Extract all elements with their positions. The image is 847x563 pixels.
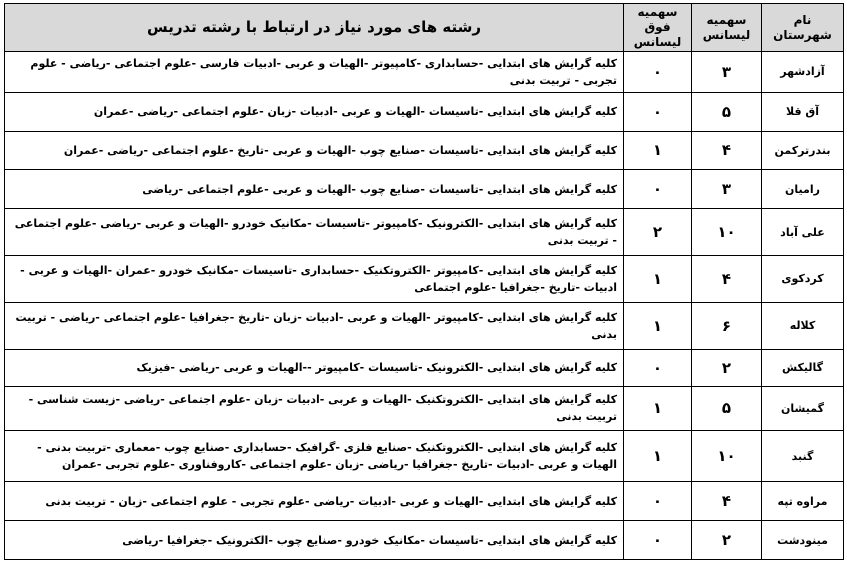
- table-row: [5, 302, 844, 349]
- quota-table-container: [4, 3, 843, 560]
- required-fields-cell: کلیه گرایش های ابتدایی -الکتروتکنیک -صنایع فلزی -گرافیک -حسابداری -صنایع چوب -معماری -تربیت بدنی - الهیات و عربی -ادبیات -تاریخ -جغرافیا -ریاضی -زبان -علوم اجتماعی -کاروفناوری -علوم تجربی -عمران: [5, 431, 624, 482]
- table-row: [5, 131, 844, 170]
- bachelor-quota-cell: ۴: [692, 255, 762, 302]
- required-fields-cell: کلیه گرایش های ابتدایی -کامپیوتر -الکتروتکنیک -حسابداری -تاسیسات -مکانیک خودرو -عمران -الهیات و عربی - ادبیات -تاریخ -جغرافیا -علوم اجتماعی: [5, 255, 624, 302]
- table-row: [5, 521, 844, 560]
- header-master-line2: فوق لیسانس: [633, 20, 682, 49]
- bachelor-quota-cell: ۵: [692, 386, 762, 431]
- required-fields-cell: کلیه گرایش های ابتدایی -الکترونیک -کامپیوتر -تاسیسات -مکانیک خودرو -الهیات و عربی -ریاضی -علوم اجتماعی - تربیت بدنی: [5, 209, 624, 256]
- required-fields-cell: کلیه گرایش های ابتدایی -الهیات و عربی -ادبیات -ریاضی -علوم تجربی - علوم اجتماعی -زبان - تربیت بدنی: [5, 482, 624, 521]
- master-quota-cell: ۰: [624, 92, 692, 131]
- bachelor-quota-cell: ۱۰: [692, 431, 762, 482]
- quota-table: [4, 3, 844, 560]
- table-row: [5, 92, 844, 131]
- master-quota-cell: ۰: [624, 349, 692, 386]
- required-fields-cell: کلیه گرایش های ابتدایی -تاسیسات -مکانیک خودرو -صنایع چوب -الکترونیک -جغرافیا -ریاضی: [5, 521, 624, 560]
- required-fields-cell: کلیه گرایش های ابتدایی -کامپیوتر -الهیات و عربی -ادبیات -زبان -تاریخ -جغرافیا -علوم اجتماعی -ریاضی - تربیت بدنی: [5, 302, 624, 349]
- required-fields-cell: کلیه گرایش های ابتدایی -تاسیسات -صنایع چوب -الهیات و عربی -تاریخ -علوم اجتماعی -ریاضی -عمران: [5, 131, 624, 170]
- header-row: [5, 4, 844, 52]
- bachelor-quota-cell: ۲: [692, 521, 762, 560]
- table-row: [5, 170, 844, 209]
- bachelor-quota-cell: ۳: [692, 170, 762, 209]
- header-required-fields: رشته های مورد نیاز در ارتباط با رشته تدریس: [5, 4, 624, 52]
- city-cell: آزادشهر: [762, 52, 844, 93]
- table-body: [5, 52, 844, 560]
- bachelor-quota-cell: ۱۰: [692, 209, 762, 256]
- table-row: [5, 209, 844, 256]
- city-cell: رامیان: [762, 170, 844, 209]
- bachelor-quota-cell: ۲: [692, 349, 762, 386]
- table-row: [5, 349, 844, 386]
- bachelor-quota-cell: ۴: [692, 131, 762, 170]
- bachelor-quota-cell: ۴: [692, 482, 762, 521]
- city-cell: مراوه تپه: [762, 482, 844, 521]
- master-quota-cell: ۱: [624, 431, 692, 482]
- header-bachelor-line2: لیسانس: [702, 27, 751, 42]
- city-cell: گالیکش: [762, 349, 844, 386]
- header-bachelor-quota: [692, 4, 762, 52]
- master-quota-cell: ۱: [624, 386, 692, 431]
- required-fields-cell: کلیه گرایش های ابتدایی -تاسیسات -صنایع چوب -الهیات و عربی -علوم اجتماعی -ریاضی: [5, 170, 624, 209]
- city-cell: آق قلا: [762, 92, 844, 131]
- required-fields-cell: کلیه گرایش های ابتدایی -الکترونیک -تاسیسات -کامپیوتر --الهیات و عربی -ریاضی -فیزیک: [5, 349, 624, 386]
- table-row: [5, 52, 844, 93]
- bachelor-quota-cell: ۵: [692, 92, 762, 131]
- master-quota-cell: ۲: [624, 209, 692, 256]
- master-quota-cell: ۰: [624, 521, 692, 560]
- required-fields-cell: کلیه گرایش های ابتدایی -تاسیسات -الهیات و عربی -ادبیات -زبان -علوم اجتماعی -ریاضی -عمران: [5, 92, 624, 131]
- header-city: نام شهرستان: [762, 4, 844, 52]
- city-cell: گمیشان: [762, 386, 844, 431]
- master-quota-cell: ۱: [624, 255, 692, 302]
- bachelor-quota-cell: ۶: [692, 302, 762, 349]
- master-quota-cell: ۰: [624, 52, 692, 93]
- required-fields-cell: کلیه گرایش های ابتدایی -الکتروتکنیک -الهیات و عربی -ادبیات -زبان -علوم اجتماعی -ریاضی -زیست شناسی - تربیت بدنی: [5, 386, 624, 431]
- city-cell: علی آباد: [762, 209, 844, 256]
- header-master-quota: [624, 4, 692, 52]
- bachelor-quota-cell: ۳: [692, 52, 762, 93]
- table-row: [5, 255, 844, 302]
- master-quota-cell: ۱: [624, 131, 692, 170]
- header-master-line1: سهمیه: [637, 5, 678, 19]
- city-cell: بندرترکمن: [762, 131, 844, 170]
- required-fields-cell: کلیه گرایش های ابتدایی -حسابداری -کامپیوتر -الهیات و عربی -ادبیات فارسی -علوم اجتماعی -ریاضی - علوم تجربی - تربیت بدنی: [5, 52, 624, 93]
- table-row: [5, 482, 844, 521]
- table-row: [5, 386, 844, 431]
- city-cell: گنبد: [762, 431, 844, 482]
- table-row: [5, 431, 844, 482]
- master-quota-cell: ۱: [624, 302, 692, 349]
- master-quota-cell: ۰: [624, 482, 692, 521]
- city-cell: کلاله: [762, 302, 844, 349]
- city-cell: مینودشت: [762, 521, 844, 560]
- header-bachelor-line1: سهمیه: [706, 12, 747, 27]
- master-quota-cell: ۰: [624, 170, 692, 209]
- city-cell: کردکوی: [762, 255, 844, 302]
